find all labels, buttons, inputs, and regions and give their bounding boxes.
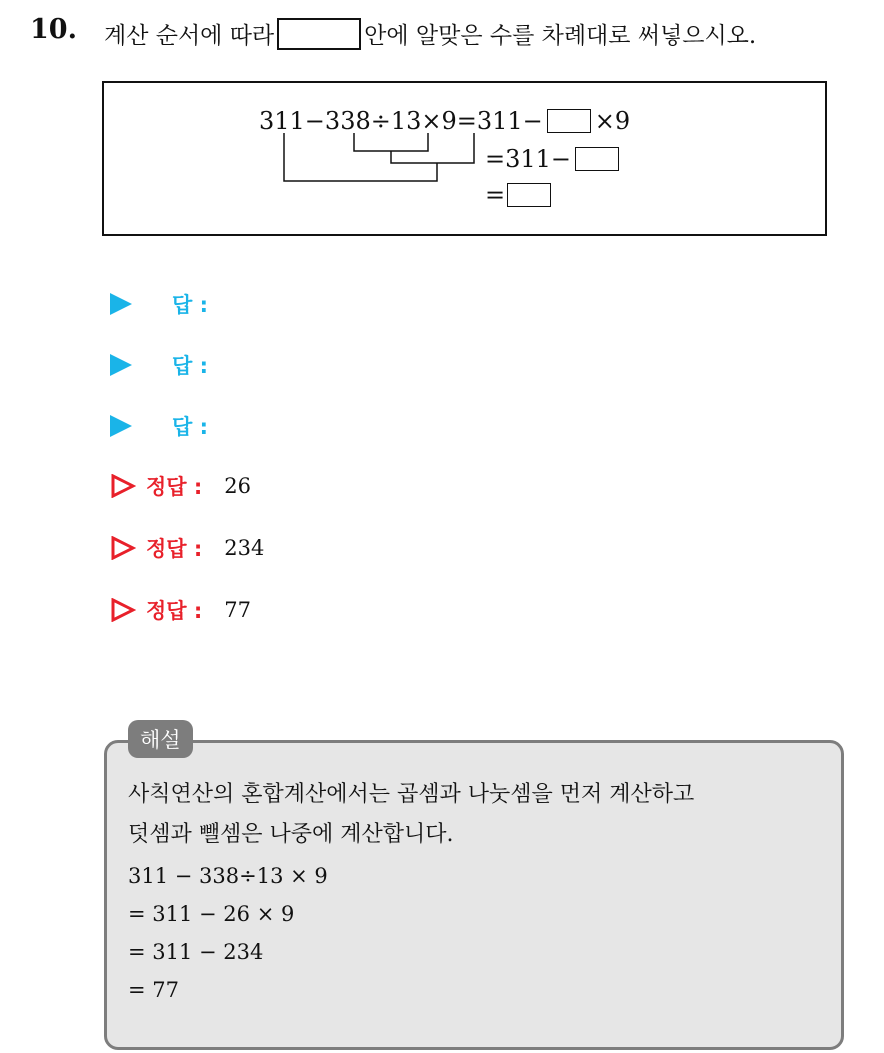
correct-answer-row-2 — [110, 533, 264, 563]
question-text-after: 안에 알맞은 수를 차례대로 써넣으시오. — [364, 23, 757, 49]
correct-answer-label: 정답 : — [146, 475, 203, 499]
answer-blank-1[interactable] — [547, 109, 591, 133]
solution-text-line-1: 사칙연산의 혼합계산에서는 곱셈과 나눗셈을 먼저 계산하고 — [128, 782, 695, 807]
correct-answer-value: 77 — [224, 598, 252, 622]
equation-line-1 — [259, 107, 630, 135]
bracket-multiplication — [391, 133, 474, 163]
equation-step-1-tail: ×9 — [594, 107, 631, 135]
question-number: 10. — [30, 14, 77, 45]
solution-calc-line-4: = 77 — [128, 978, 179, 1002]
outline-triangle-icon — [110, 536, 136, 560]
outline-triangle-icon — [110, 474, 136, 498]
equation-line-2 — [485, 145, 623, 173]
solution-calc-line-1: 311 − 338÷13 × 9 — [128, 864, 328, 888]
equation-step-3: = — [485, 181, 506, 209]
correct-answer-row-3 — [110, 595, 251, 625]
correct-answer-value: 234 — [224, 536, 265, 560]
solution-text-line-2: 덧셈과 뺄셈은 나중에 계산합니다. — [128, 822, 454, 847]
answer-blank-2[interactable] — [575, 147, 619, 171]
answer-label: 답 : — [172, 415, 208, 439]
solution-calc-line-2: = 311 − 26 × 9 — [128, 902, 295, 926]
answer-label: 답 : — [172, 293, 208, 317]
equation-step-1: =311− — [456, 107, 543, 135]
play-triangle-icon — [110, 354, 132, 376]
equation-line-3 — [485, 181, 555, 209]
correct-answer-label: 정답 : — [146, 599, 203, 623]
correct-answer-label: 정답 : — [146, 537, 203, 561]
solution-tab: 해설 — [128, 720, 193, 758]
correct-answer-row-1 — [110, 471, 251, 501]
answer-row-3[interactable] — [110, 411, 208, 441]
play-triangle-icon — [110, 415, 132, 437]
equation-expression: 311−338÷13×9 — [259, 107, 457, 135]
question-blank — [277, 18, 361, 50]
answer-row-1[interactable] — [110, 289, 208, 319]
question-text-before: 계산 순서에 따라 — [104, 23, 275, 49]
answer-blank-3[interactable] — [507, 183, 551, 207]
correct-answer-value: 26 — [224, 474, 252, 498]
question-text — [104, 17, 756, 50]
bracket-division — [354, 133, 428, 151]
answer-label: 답 : — [172, 354, 208, 378]
solution-calc-line-3: = 311 − 234 — [128, 940, 264, 964]
answer-row-2[interactable] — [110, 350, 208, 380]
bracket-subtraction — [284, 133, 437, 181]
play-triangle-icon — [110, 293, 132, 315]
outline-triangle-icon — [110, 598, 136, 622]
problem-box — [102, 81, 827, 236]
equation-step-2: =311− — [485, 145, 572, 173]
